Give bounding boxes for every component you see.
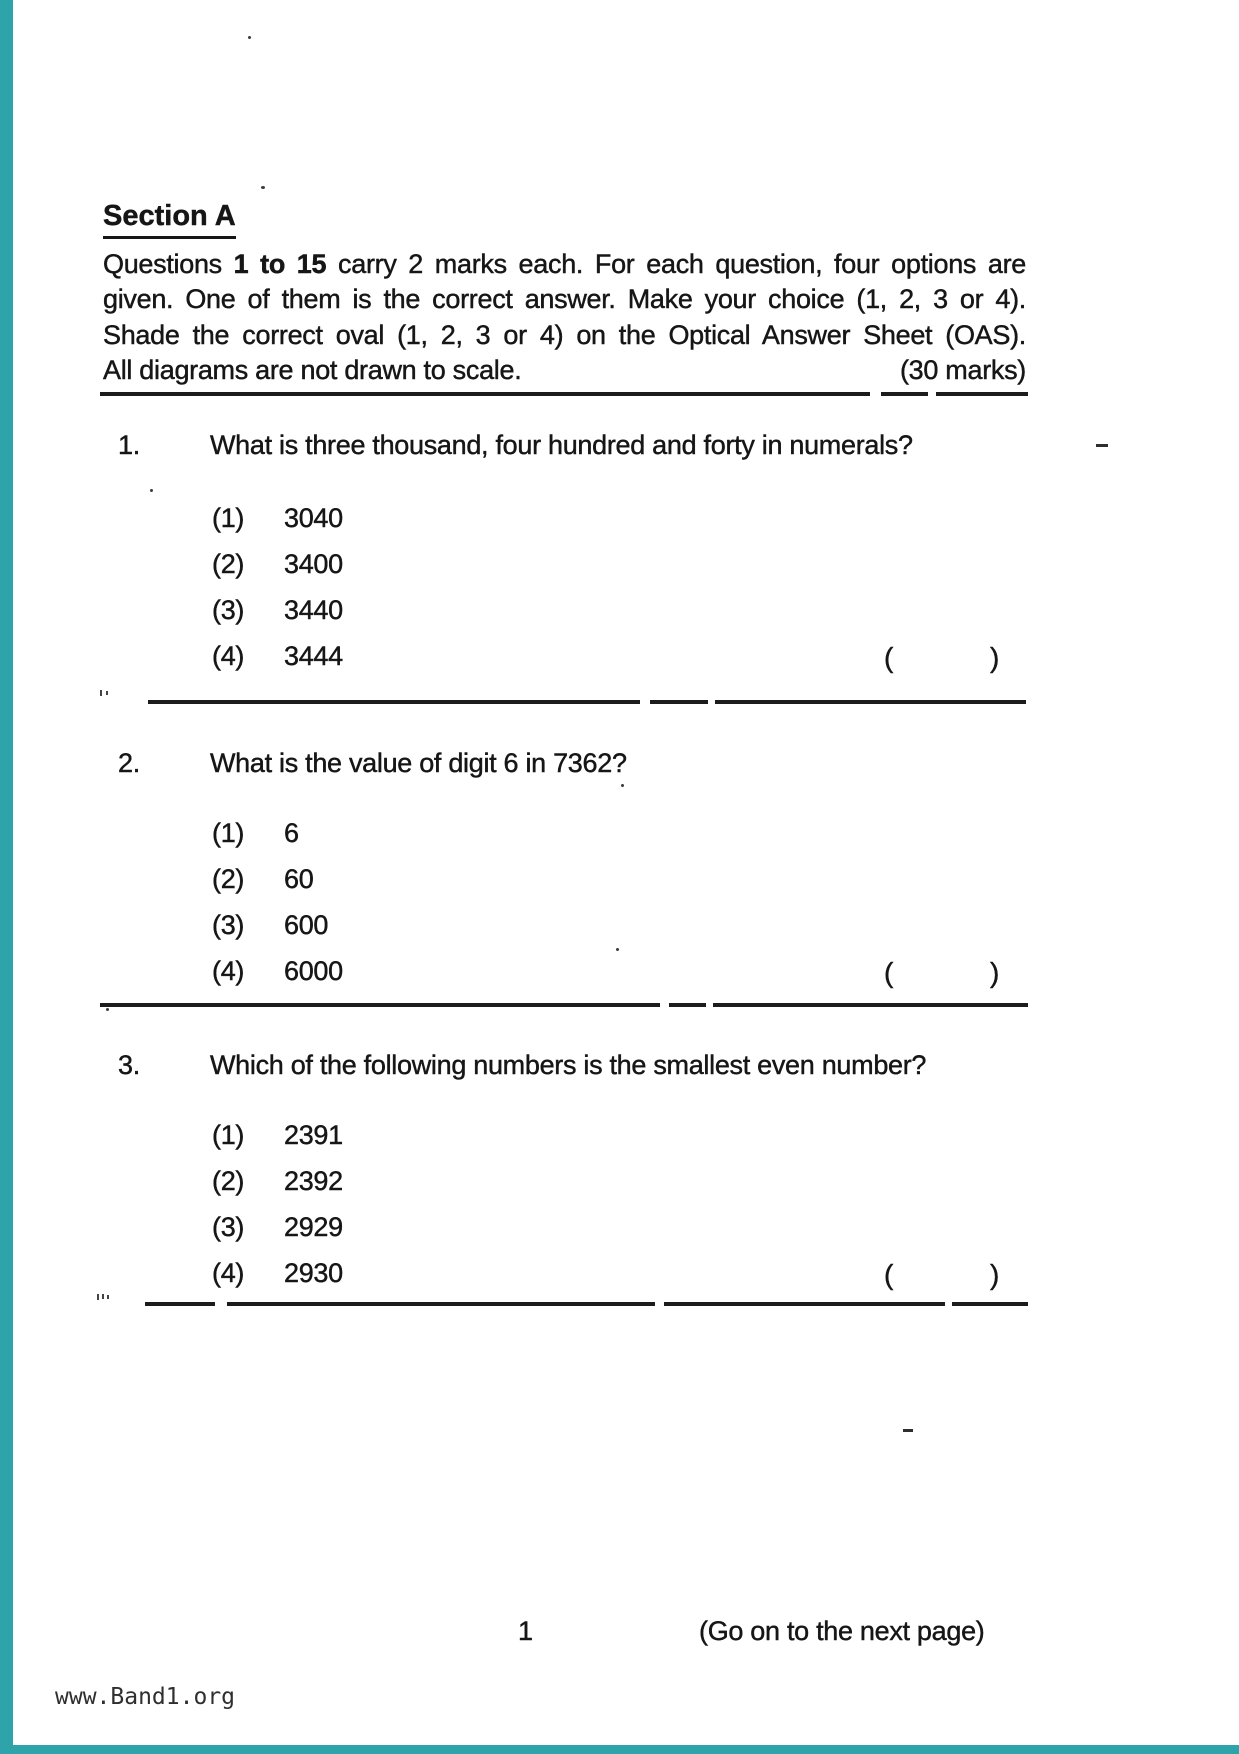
divider-rule [148, 700, 1026, 704]
option-row [212, 595, 343, 626]
instructions-line-3: Shade the correct oval (1, 2, 3 or 4) on the Optical Answer Sheet (OAS). [103, 319, 1026, 350]
option-label: (3) [212, 1212, 245, 1242]
option-value: 3400 [284, 549, 343, 579]
question-number: 1. [118, 430, 140, 460]
option-value: 6 [284, 818, 299, 848]
answer-bracket-open: ( [884, 957, 894, 988]
rule-gap [945, 1302, 952, 1306]
option-label: (1) [212, 1120, 245, 1150]
scan-artifact [248, 36, 251, 39]
option-row [212, 1212, 343, 1243]
option-value: 60 [284, 864, 314, 894]
answer-bracket-open: ( [884, 1259, 894, 1290]
instructions-line-4 [103, 353, 1026, 388]
option-value: 2929 [284, 1212, 343, 1242]
option-row [212, 549, 343, 580]
option-value: 6000 [284, 956, 343, 986]
rule-gap [640, 700, 650, 704]
scan-artifact [150, 489, 153, 492]
scan-artifact [107, 1295, 109, 1299]
rule-gap [655, 1302, 664, 1306]
option-row [212, 1120, 343, 1151]
scan-artifact [100, 690, 102, 696]
option-row [212, 1166, 343, 1197]
option-value: 3040 [284, 503, 343, 533]
scan-artifact [621, 784, 624, 787]
scan-artifact [903, 1429, 913, 1432]
question-text: What is the value of digit 6 in 7362? [210, 748, 627, 778]
bottom-edge-strip [0, 1745, 1239, 1754]
instructions-line-1-prefix: Questions [103, 249, 234, 279]
answer-bracket-close: ) [990, 642, 1000, 673]
instructions-line-1 [103, 247, 1026, 282]
answer-bracket-close: ) [990, 957, 1000, 988]
divider-rule [100, 1003, 1028, 1007]
rule-gap [928, 392, 936, 396]
option-value: 2392 [284, 1166, 343, 1196]
answer-bracket-open: ( [884, 642, 894, 673]
left-edge-strip [0, 0, 13, 1754]
continue-note: (Go on to the next page) [699, 1616, 985, 1646]
scan-artifact [616, 948, 619, 951]
option-label: (2) [212, 864, 245, 894]
rule-gap [215, 1302, 227, 1306]
rule-gap [870, 392, 881, 396]
question-text: What is three thousand, four hundred and forty in numerals? [210, 430, 913, 460]
option-label: (2) [212, 1166, 245, 1196]
option-value: 2391 [284, 1120, 343, 1150]
diagrams-note: All diagrams are not drawn to scale. [103, 355, 522, 386]
question-text: Which of the following numbers is the smallest even number? [210, 1050, 927, 1080]
option-label: (4) [212, 641, 245, 671]
rule-gap [706, 1003, 713, 1007]
instructions-line-1-suffix: carry 2 marks each. For each question, four options are [326, 249, 1027, 279]
option-row [212, 956, 343, 987]
option-row [212, 641, 343, 672]
marks-note: (30 marks) [899, 355, 1026, 386]
instructions-line-2: given. One of them is the correct answer. Make your choice (1, 2, 3 or 4). [103, 284, 1026, 315]
scan-artifact [102, 1294, 104, 1299]
option-label: (4) [212, 1258, 245, 1288]
option-label: (1) [212, 503, 245, 533]
option-row [212, 503, 343, 534]
question-number: 3. [118, 1050, 140, 1080]
scan-artifact [1096, 444, 1108, 447]
scan-artifact [261, 186, 265, 189]
option-label: (2) [212, 549, 245, 579]
option-label: (4) [212, 956, 245, 986]
option-row [212, 1258, 343, 1289]
section-heading: Section A [103, 200, 236, 239]
divider-rule [100, 392, 1028, 396]
option-value: 3440 [284, 595, 343, 625]
divider-rule [145, 1302, 1028, 1306]
option-row [212, 864, 313, 895]
option-label: (3) [212, 910, 245, 940]
option-value: 600 [284, 910, 329, 940]
option-row [212, 818, 299, 849]
page-number: 1 [518, 1616, 533, 1646]
option-label: (3) [212, 595, 245, 625]
option-row [212, 910, 328, 941]
option-value: 2930 [284, 1258, 343, 1288]
instructions-block [103, 247, 1026, 389]
option-value: 3444 [284, 641, 343, 671]
instructions-line-1-bold: 1 to 15 [233, 249, 327, 279]
scan-artifact [97, 1294, 99, 1300]
rule-gap [708, 700, 715, 704]
scan-artifact [106, 691, 108, 695]
website-watermark: www.Band1.org [55, 1684, 236, 1710]
answer-bracket-close: ) [990, 1259, 1000, 1290]
option-label: (1) [212, 818, 245, 848]
scan-artifact [106, 1008, 109, 1011]
rule-gap [660, 1003, 669, 1007]
question-number: 2. [118, 748, 140, 778]
